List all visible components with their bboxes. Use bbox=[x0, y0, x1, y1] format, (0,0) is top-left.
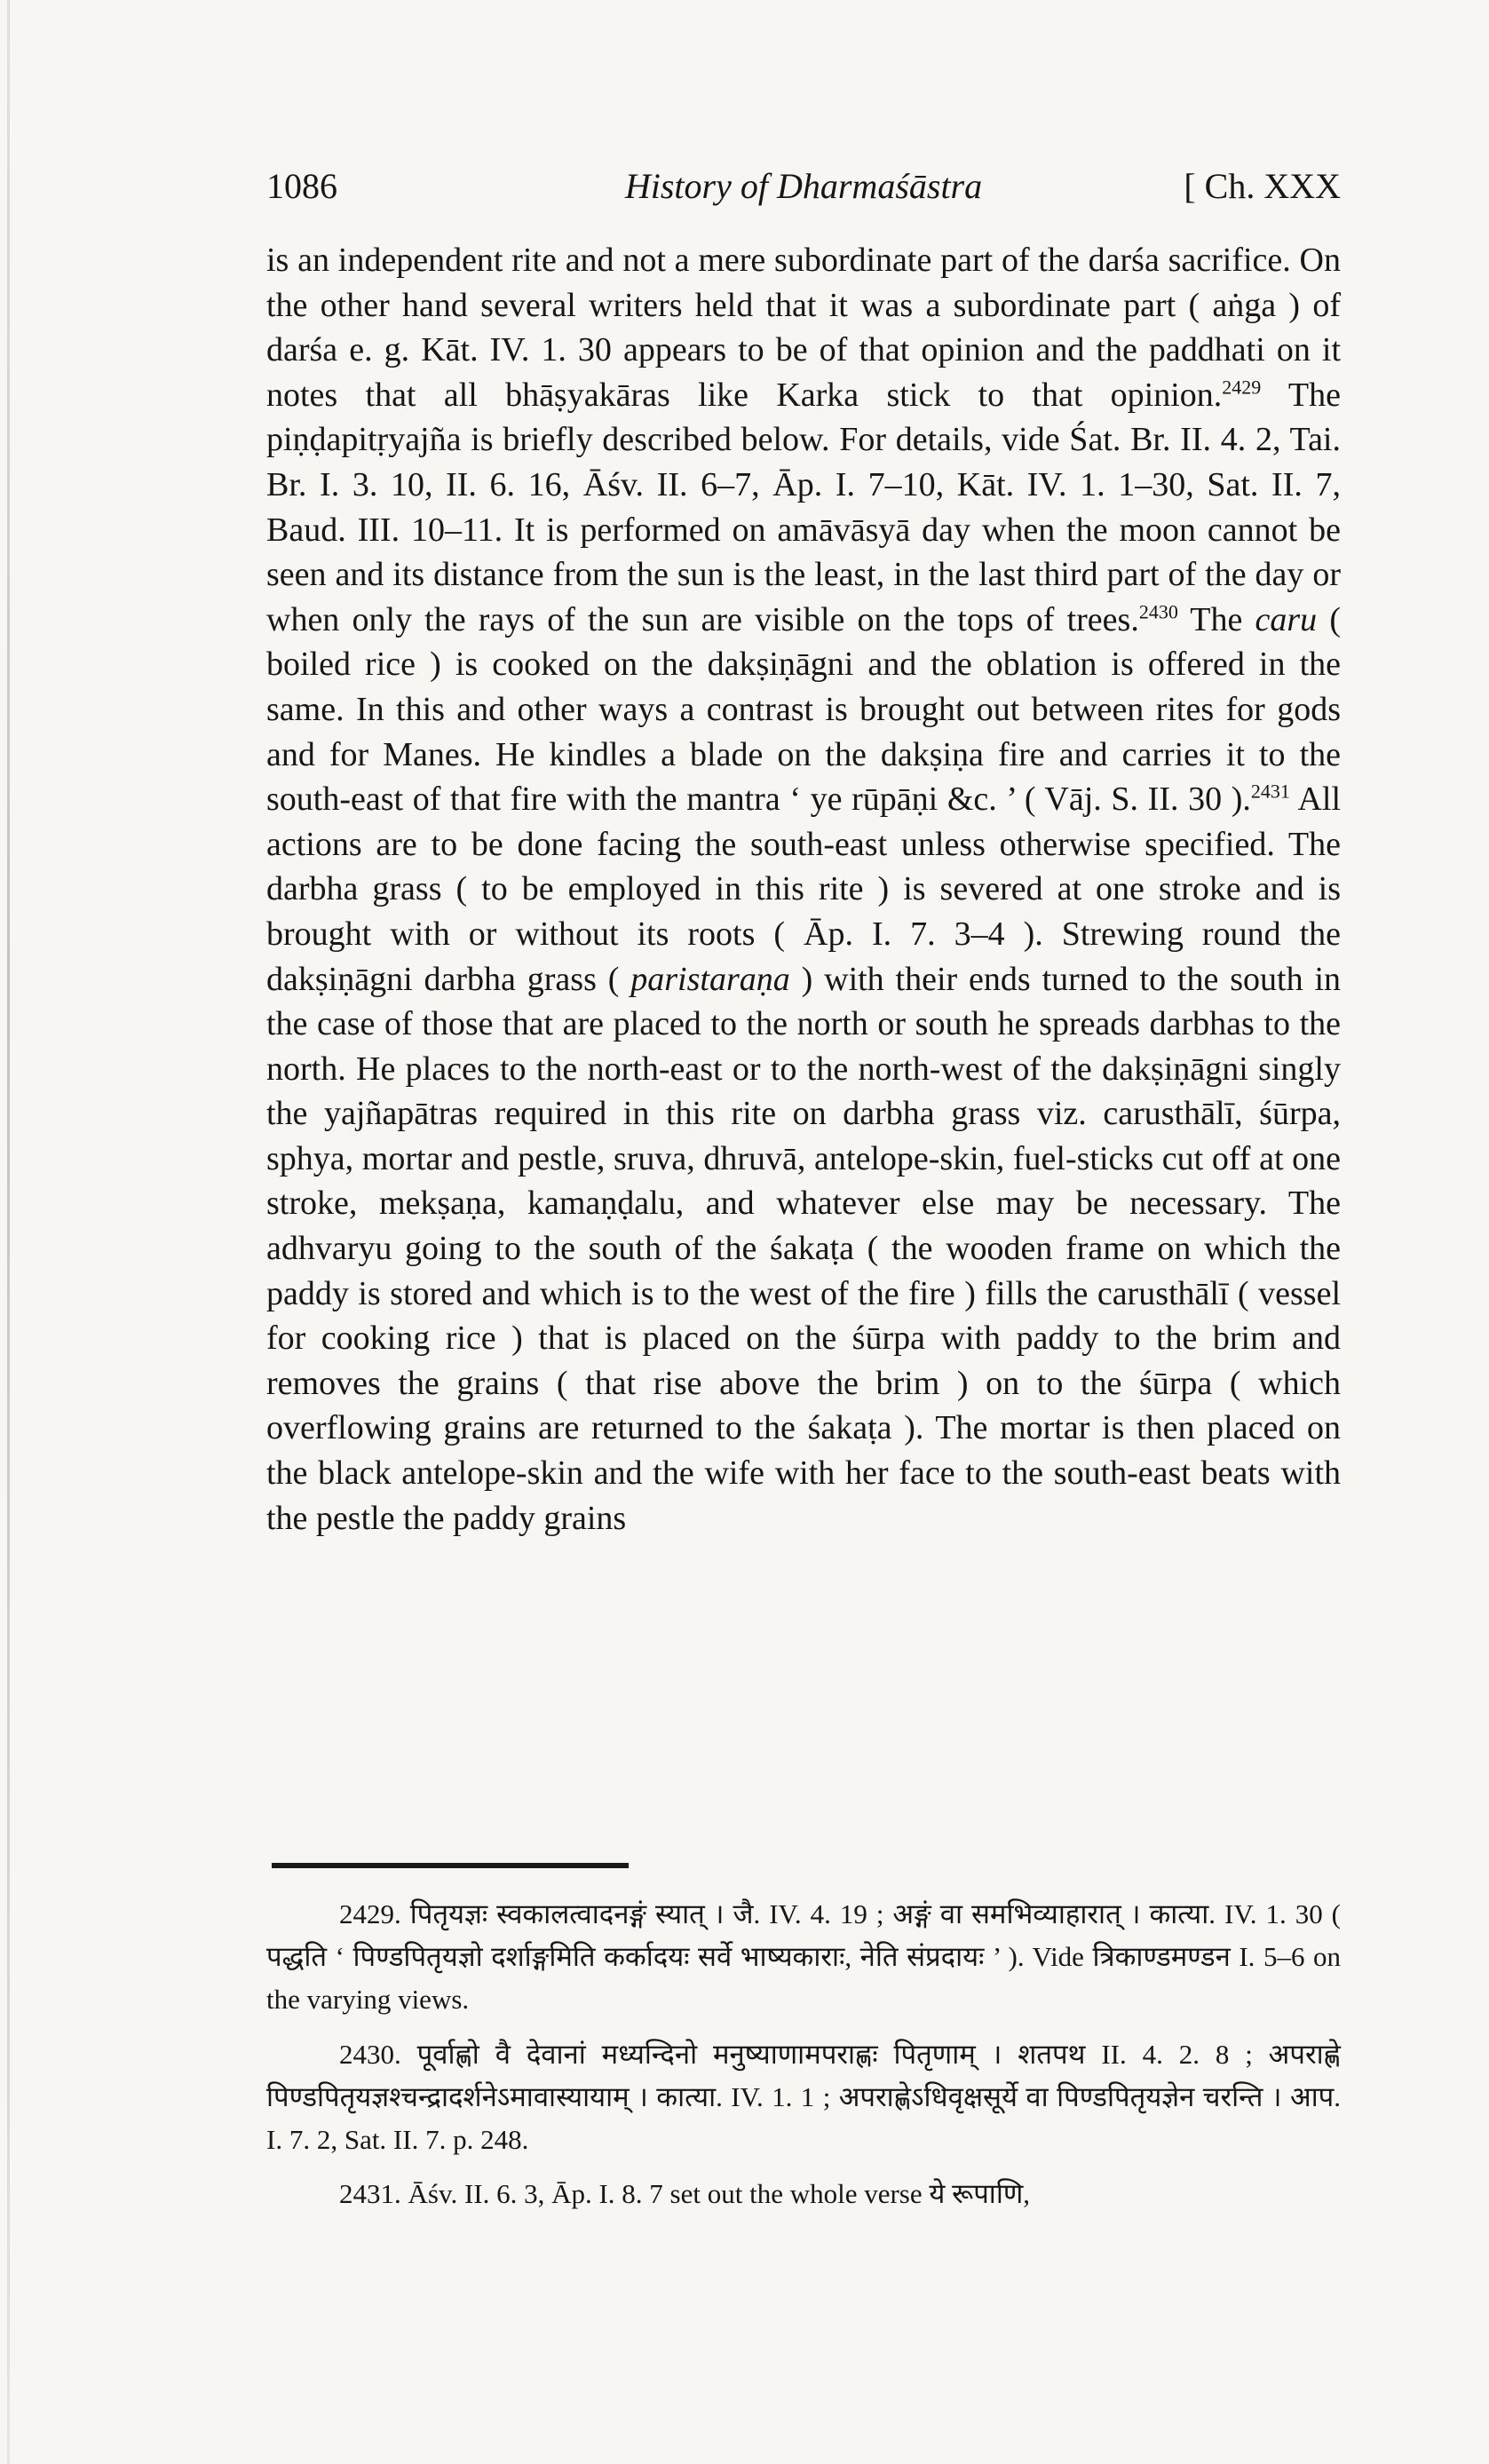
scan-edge-shadow bbox=[7, 0, 10, 2464]
footnote-text: Āśv. II. 6. 3, Āp. I. 8. 7 set out the whole verse ये रूपाणि, bbox=[408, 2178, 1031, 2209]
text-run: is an independent rite and not a mere subordinate part of the darśa sacrifice. On the other hand several writers held that it was a subordinate part ( aṅga ) of darśa e. g. Kāt. IV. 1. 30 appears to be of that opinion and the paddhati on it notes that all bhāṣyakāras like Karka stick to that opinion. bbox=[266, 242, 1341, 414]
text-run: ( boiled rice ) is cooked on the dakṣiṇāgni and the oblation is offered in the same. In this and other ways a contrast is brought out between rites for gods and for Manes. He kindles a blade on the dakṣiṇa fire and carries it to the south-east of that fire with the mantra ‘ ye rūpāṇi &c. ’ ( Vāj. S. II. 30 ). bbox=[266, 600, 1341, 819]
text-run: ) with their ends turned to the south in the case of those that are placed to the north or south he spreads darbhas to the north. He places to the north-east or to the north-west of the dakṣiṇāgni singly the yajñapātras required in this rite on darbha grass viz. carusthālī, śūrpa, sphya, mortar and pestle, sruva, dhruvā, antelope-skin, fuel-sticks cut off at one stroke, mekṣaṇa, kamaṇḍalu, and whatever else may be necessary. The adhvaryu going to the south of the śakaṭa ( the wooden frame on which the paddy is stored and which is to the west of the fire ) fills the carusthālī ( vessel for cooking rice ) that is placed on the śūrpa with paddy to the brim and removes the grains ( that rise above the brim ) on to the śūrpa ( which overflowing grains are returned to the śakaṭa ). The mortar is then placed on the black antelope-skin and the wife with her face to the south-east beats with the pestle the paddy grains bbox=[266, 960, 1341, 1537]
footnote-text: पूर्वाह्णो वै देवानां मध्यन्दिनो मनुष्याणामपराह्णः पितृणाम् । शतपथ II. 4. 2. 8 ; अपराह्णे पिण्डपितृयज्ञश्चन्द्रादर्शनेऽमावास्यायाम् । कात्या. IV. 1. 1 ; अपराह्णेऽधिवृक्षसूर्ये वा पिण्डपितृयज्ञेन चरन्ति । आप. I. 7. 2, Sat. II. 7. p. 248. bbox=[266, 2039, 1341, 2155]
text-run: The piṇḍapitṛyajña is briefly described below. For details, vide Śat. Br. II. 4. 2, Tai. Br. I. 3. 10, II. 6. 16, Āśv. II. 6–7, Āp. I. 7–10, Kāt. IV. 1. 1–30, Sat. II. 7, Baud. III. 10–11. It is performed on amāvāsyā day when the moon cannot be seen and its distance from the sun is the least, in the last third part of the day or when only the rays of the sun are visible on the tops of trees. bbox=[266, 376, 1341, 638]
footnote-ref-2431: 2431 bbox=[1250, 780, 1290, 803]
footnote-number: 2431. bbox=[339, 2178, 401, 2209]
footnote-2430 bbox=[266, 2033, 1341, 2161]
footnote-ref-2430: 2430 bbox=[1138, 600, 1178, 623]
text-run: The bbox=[1177, 600, 1255, 638]
footnote-2429 bbox=[266, 1893, 1341, 2021]
footnote-2431 bbox=[266, 2173, 1341, 2215]
chapter-label: [ Ch. XXX bbox=[1184, 166, 1341, 206]
term-paristarana: paristaraṇa bbox=[630, 960, 790, 998]
footnote-ref-2429: 2429 bbox=[1222, 376, 1262, 399]
page-header bbox=[266, 160, 1341, 213]
running-title: History of Dharmaśāstra bbox=[624, 166, 983, 206]
footnote-rule bbox=[272, 1863, 629, 1868]
term-caru: caru bbox=[1255, 600, 1318, 638]
footnote-text: पितृयज्ञः स्वकालत्वादनङ्गं स्यात् । जै. IV. 4. 19 ; अङ्गं वा समभिव्याहारात् । कात्या. IV. 1. 30 ( पद्धति ‘ पिण्डपितृयज्ञो दर्शाङ्गमिति कर्कादयः सर्वे भाष्यकाराः, नेति संप्रदायः ’ ). Vide त्रिकाण्डमण्डन I. 5–6 on the varying views. bbox=[266, 1898, 1341, 2015]
page-number: 1086 bbox=[266, 166, 337, 206]
footnote-number: 2429. bbox=[339, 1898, 401, 1929]
text-run: All actions are to be done facing the south-east unless otherwise specified. The darbha grass ( to be employed in this rite ) is severed at one stroke and is brought with or without its roots ( Āp. I. 7. 3–4 ). Strewing round the dakṣiṇāgni darbha grass ( bbox=[266, 780, 1341, 998]
main-paragraph bbox=[266, 238, 1341, 1541]
footnote-number: 2430. bbox=[339, 2039, 401, 2070]
